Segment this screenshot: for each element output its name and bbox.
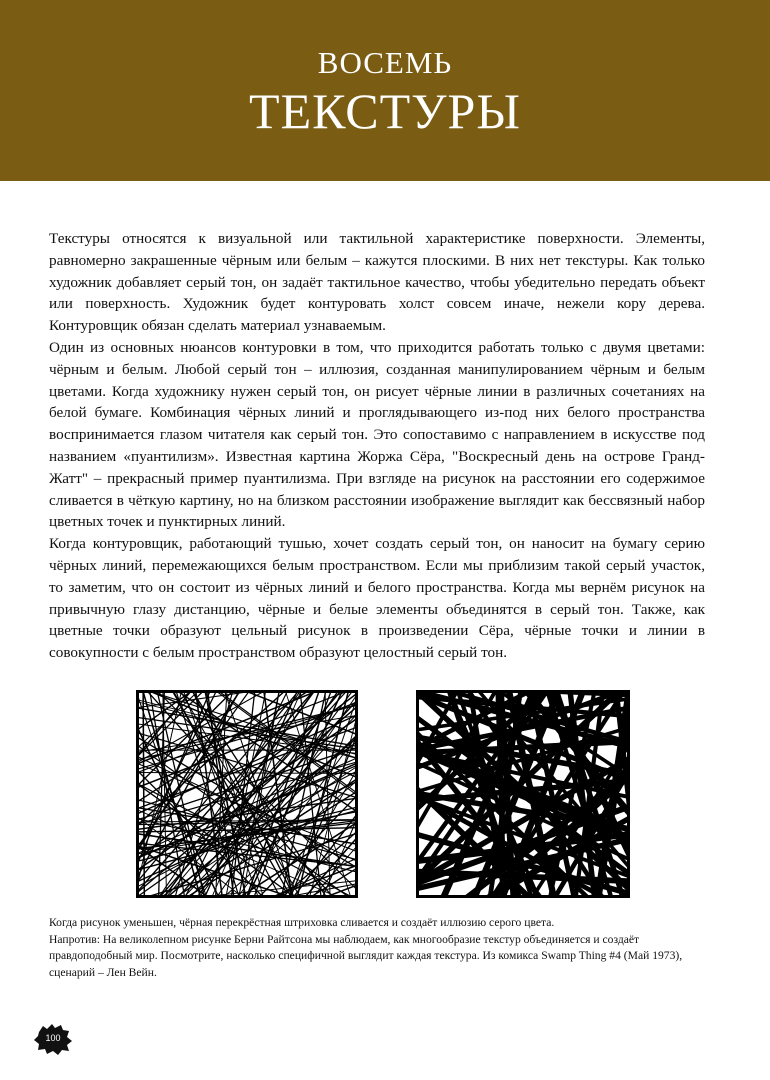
chapter-title: ТЕКСТУРЫ — [249, 82, 521, 139]
paragraph: Один из основных нюансов контуровки в том, что приходится работать только с двумя цветами: чёрным и белым. Любой серый тон – иллюзия, созданная манипулированием чёрным и белым цветами. Когда художнику нужен серый тон, он рисует чёрные линии в различных сочетаниях на белой бумаге. Комбинация чёрных линий и проглядывающего из-под них белого пространства воспринимается глазом читателя как серый тон. Это сопоставимо с направлением в искусстве под названием «пуантилизм». Известная картина Жоржа Сёра, "Воскресный день на острове Гранд-Жатт" – прекрасный пример пуантилизма. При взгляде на рисунок на расстоянии его содержимое сливается в чёткую картину, но на близком расстоянии изображение выглядит как бессвязный набор цветных точек и пунктирных линий. — [49, 338, 705, 531]
coarse-crosshatch-figure — [416, 690, 630, 898]
page-number-badge — [33, 1022, 73, 1056]
body-text — [49, 228, 705, 664]
figure-caption — [49, 915, 709, 981]
fine-crosshatch-figure — [136, 690, 358, 898]
caption-line: Напротив: На великолепном рисунке Берни Райтсона мы наблюдаем, как многообразие текстур объединяется и создаёт правдоподобный мир. Посмотрите, насколько специфичной выглядит каждая текстура. Из комикса Swamp Thing #4 (Май 1973), сценарий – Лен Вейн. — [49, 932, 683, 979]
chapter-label: ВОСЕМЬ — [317, 44, 453, 80]
paragraph: Когда контуровщик, работающий тушью, хочет создать серый тон, он наносит на бумагу серию чёрных линий, перемежающихся белым пространством. Если мы приблизим такой серый участок, то заметим, что он состоит из чёрных линий и белого пространства. Когда мы вернём рисунок на привычную глазу дистанцию, чёрные и белые элементы объединятся в серый тон. Также, как цветные точки образуют цельный рисунок в произведении Сёра, чёрные точки и линии в совокупности с белым пространством образуют целостный серый тон. — [49, 535, 705, 662]
coarse-crosshatch-image — [416, 690, 630, 898]
fine-crosshatch-image — [136, 690, 358, 898]
chapter-header — [0, 0, 770, 181]
caption-line: Когда рисунок уменьшен, чёрная перекрёстная штриховка сливается и создаёт иллюзию серого цвета. — [49, 916, 555, 929]
paragraph: Текстуры относятся к визуальной или тактильной характеристике поверхности. Элементы, равномерно закрашенные чёрным или белым – кажутся плоскими. В них нет текстуры. Как только художник добавляет серый тон, он задаёт тактильное качество, чтобы убедительно передать объект или поверхность. Художник будет контуровать холст совсем иначе, нежели кору дерева. Контуровщик обязан сделать материал узнаваемым. — [49, 230, 705, 335]
page-number: 100 — [45, 1033, 61, 1043]
